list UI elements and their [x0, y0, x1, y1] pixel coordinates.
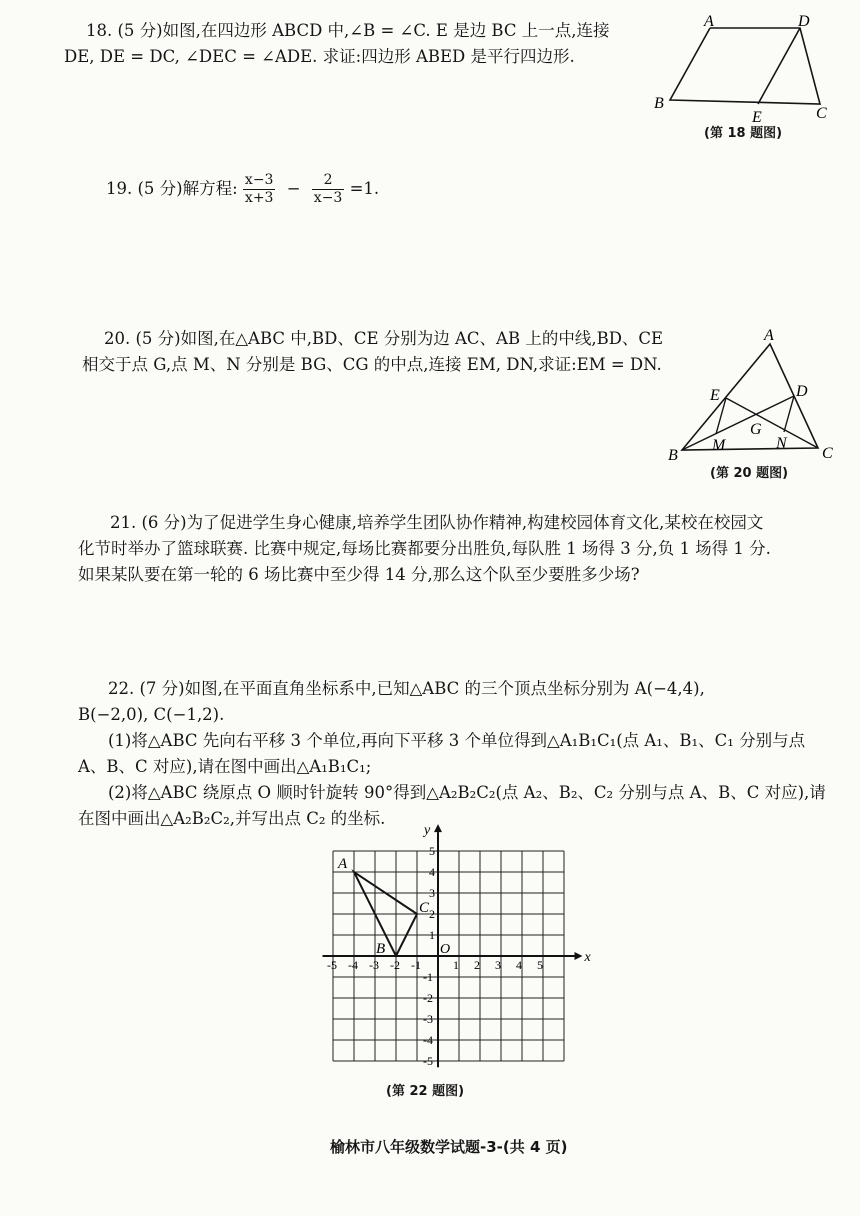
- y-tick-label: -4: [423, 1033, 433, 1047]
- q19-fraction-1: [243, 172, 276, 207]
- q22-line4: A、B、C 对应),请在图中画出△A₁B₁C₁;: [78, 757, 372, 776]
- q20-label-a: A: [764, 327, 774, 344]
- y-tick-label: -5: [423, 1054, 433, 1068]
- y-tick-label: -2: [423, 991, 433, 1005]
- q20-label-e: E: [710, 387, 720, 404]
- q20-label-c: C: [822, 445, 833, 462]
- x-tick-label: -1: [411, 958, 421, 972]
- y-tick-label: 3: [429, 886, 435, 900]
- point-label-c: C: [419, 900, 430, 916]
- q19-suffix: =1.: [349, 179, 380, 198]
- q20-line2: 相交于点 G,点 M、N 分别是 BG、CG 的中点,连接 EM, DN,求证:EM = DN.: [82, 355, 662, 374]
- q21-line3: 如果某队要在第一轮的 6 场比赛中至少得 14 分,那么这个队至少要胜多少场?: [78, 565, 640, 584]
- y-tick-label: 5: [429, 844, 435, 858]
- q18-label-e: E: [752, 109, 762, 126]
- q18-line1: 18. (5 分)如图,在四边形 ABCD 中,∠B = ∠C. E 是边 BC 上一点,连接: [86, 21, 610, 40]
- q18-label-d: D: [798, 13, 810, 30]
- q19-f1-numerator: x−3: [244, 172, 274, 188]
- q19-f2-numerator: 2: [312, 172, 345, 190]
- q21-line1: 21. (6 分)为了促进学生身心健康,培养学生团队协作精神,构建校园体育文化,某校在校园文: [110, 513, 764, 532]
- q20-caption: (第 20 题图): [710, 466, 789, 481]
- q19-f1-denominator: x+3: [244, 190, 274, 206]
- question-20: [82, 326, 684, 378]
- y-tick-label: -3: [423, 1012, 433, 1026]
- question-18: [64, 18, 676, 70]
- x-tick-label: -5: [327, 958, 337, 972]
- q22-line3: (1)将△ABC 先向右平移 3 个单位,再向下平移 3 个单位得到△A₁B₁C₁(点 A₁、B₁、C₁ 分别与点: [108, 731, 806, 750]
- q20-figure: [664, 322, 854, 462]
- q20-label-g: G: [750, 421, 762, 438]
- q20-label-b: B: [668, 447, 678, 464]
- q20-label-m: M: [712, 437, 726, 454]
- q20-line1: 20. (5 分)如图,在△ABC 中,BD、CE 分别为边 AC、AB 上的中线,BD、CE: [104, 329, 664, 348]
- x-tick-label: 5: [537, 958, 543, 972]
- q18-label-c: C: [816, 105, 827, 122]
- q22-line5: (2)将△ABC 绕原点 O 顺时针旋转 90°得到△A₂B₂C₂(点 A₂、B₂、C₂ 分别与点 A、B、C 对应),请: [108, 783, 826, 802]
- q22-line6: 在图中画出△A₂B₂C₂,并写出点 C₂ 的坐标.: [78, 809, 386, 828]
- question-22: [78, 676, 848, 832]
- x-tick-label: -4: [348, 958, 358, 972]
- q18-line2: DE, DE = DC, ∠DEC = ∠ADE. 求证:四边形 ABED 是平行四边形.: [64, 47, 575, 66]
- q18-label-b: B: [654, 95, 664, 112]
- q19-prefix: 19. (5 分)解方程:: [106, 179, 238, 198]
- x-tick-label: 2: [474, 958, 480, 972]
- x-tick-label: 4: [516, 958, 522, 972]
- q21-line2: 化节时举办了篮球联赛. 比赛中规定,每场比赛都要分出胜负,每队胜 1 场得 3 分,负 1 场得 1 分.: [78, 539, 771, 558]
- x-tick-label: 1: [453, 958, 459, 972]
- x-tick-label: 3: [495, 958, 501, 972]
- origin-label: O: [440, 942, 451, 957]
- axis-label-y: y: [424, 823, 431, 839]
- q18-figure: [650, 14, 850, 124]
- page-footer: 榆林市八年级数学试题-3-(共 4 页): [330, 1138, 568, 1156]
- q20-label-n: N: [776, 435, 787, 452]
- q22-line2: B(−2,0), C(−1,2).: [78, 705, 225, 724]
- q22-coordinate-grid: [320, 818, 591, 1068]
- x-tick-label: -3: [369, 958, 379, 972]
- q19-minus: −: [286, 179, 301, 198]
- y-tick-label: 4: [429, 865, 435, 879]
- question-21: [78, 510, 850, 588]
- q20-label-d: D: [796, 383, 808, 400]
- x-tick-label: -2: [390, 958, 400, 972]
- x-tick-labels: [327, 958, 543, 972]
- q19-f2-denominator: x−3: [313, 190, 343, 206]
- axis-label-x: x: [584, 950, 591, 965]
- question-19: [106, 172, 379, 207]
- q22-line1: 22. (7 分)如图,在平面直角坐标系中,已知△ABC 的三个顶点坐标分别为 A(−4,4),: [108, 679, 705, 698]
- y-tick-label: 2: [429, 907, 435, 921]
- q18-label-a: A: [704, 13, 714, 30]
- q18-caption: (第 18 题图): [704, 126, 783, 141]
- q22-caption: (第 22 题图): [386, 1084, 465, 1099]
- point-label-b: B: [376, 941, 386, 957]
- y-tick-label: 1: [429, 928, 435, 942]
- q19-fraction-2: [312, 172, 345, 207]
- point-label-a: A: [338, 856, 348, 872]
- y-tick-label: -1: [423, 970, 433, 984]
